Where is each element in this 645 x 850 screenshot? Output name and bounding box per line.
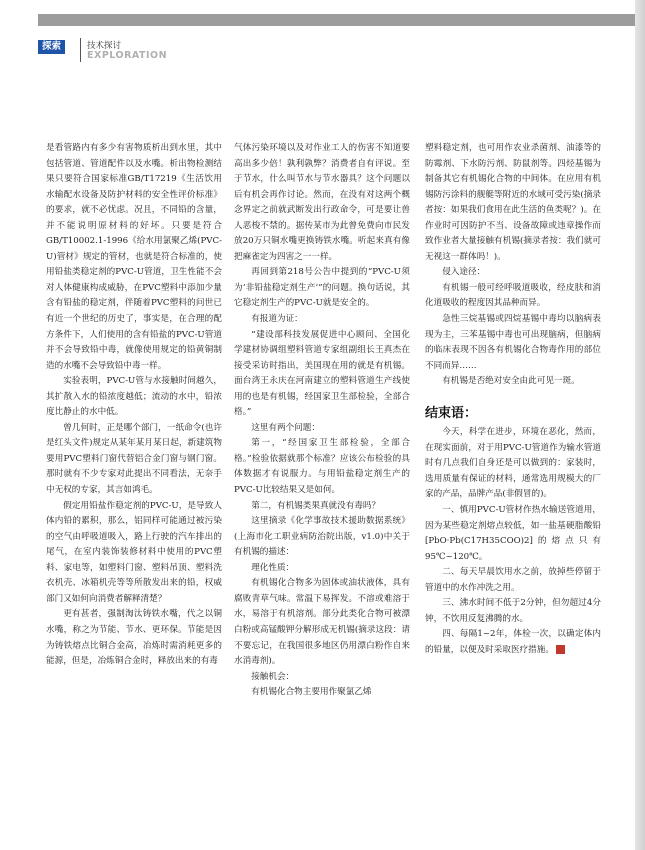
section-tag: 探索 bbox=[38, 40, 65, 54]
paragraph: 塑料稳定剂，也可用作农业杀菌剂、油漆等的防霉剂、下水防污剂、防鼠剂等。四烃基锡为制备其它有机锡化合物的中间体。在应用有机锡防污涂料的舰艇等附近的水域可受污染(摘录者按：如果我们食用在此生活的鱼类呢？)。在作业时可因防护不当、设备故障或违章操作而致作业者大量接触有机锡(摘录者按：我们就可无视这一群体吗！)。 bbox=[425, 143, 601, 262]
conclusion-paragraph bbox=[425, 627, 601, 658]
paragraph: 接触机会： bbox=[251, 671, 295, 682]
paragraph: 这里有两个问题： bbox=[251, 422, 320, 433]
paragraph: 这里摘录《化学事故技术援助数据系统》(上海市化工职业病防治院出版，v1.0)中关于有机锡的描述： bbox=[234, 516, 410, 558]
paragraph: 有报道为证： bbox=[251, 314, 303, 325]
column-3-body bbox=[425, 141, 601, 390]
header-category-cn: 技术探讨 bbox=[87, 41, 122, 51]
conclusion-last-text: 四、每隔1~2年，体检一次，以确定体内的铅量，以便及时采取医疗措施。 bbox=[425, 629, 601, 655]
article-column-2 bbox=[234, 141, 410, 701]
paragraph: 第一，“经国家卫生部检验，全部合格。”检验依据就那个标准？应该公布检验的具体数据才有说服力。与用铅盐稳定剂生产的PVC-U比较结果又是如何。 bbox=[234, 438, 410, 496]
paragraph: 是看管路内有多少有害物质析出到水里，其中包括管道、管道配件以及水嘴。析出物检测结果只要符合国家标准GB/T17219《生活饮用水输配水设备及防护材料的安全性评价标准》的要求，就不必忧虑。况且，不同铅的含量，并不能说明原材料的好坏。只要是符合GB/T10002.1-1996《给水用氯聚乙烯(PVC-U)管材》规定的管材，也就是符合标准的，使用铅盐类稳定剂的PVC-U管道，卫生性能不会对人体健康构成威胁，在PVC塑料中添加少量含有铅盐的稳定剂，伴随着PVC塑料的问世已有近一个世纪的历史了，事实是，在合理的配方条件下，人们使用的含有铅盐的PVC-U管道并不会导致铅中毒，就像使用规定的铅黄铜制造的水嘴不会导致铅中毒一样。 bbox=[46, 143, 222, 371]
paragraph: 实验表明，PVC-U管与水接触时间越久，其扩散入水的铅浓度越低；流动的水中，铅浓度比静止的水中低。 bbox=[46, 376, 222, 418]
header-divider bbox=[80, 38, 81, 62]
paragraph: 有机锡是否绝对安全由此可见一斑。 bbox=[442, 376, 580, 387]
paragraph: 气体污染环境以及对作业工人的伤害不知道要高出多少倍！孰利孰弊？消费者自有评说。至于节水，什么叫节水与节水器具？这个问题以后有机会再作讨论。然而，在没有对这两个概念界定之前就武断发出行政命令，可是要让兽人恶梭不禁的。据传某市为此曾免费向市民发放20万只铜水嘴更换铸铁水嘴。听起来真有像把麻雀定为四害之一一样。 bbox=[234, 143, 410, 262]
conclusion-paragraph: 三、沸水时间不低于2分钟，但勿超过4分钟，不饮用反复沸腾的水。 bbox=[425, 598, 601, 624]
conclusion-paragraph: 今天，科学在进步，环境在恶化，然而，在现实面前，对于用PVC-U管道作为输水管道时有几点我们自身还是可以做到的：家装时，选用质量有保证的材料，通常选用规模大的厂家的产品，品牌产品(非假冒的)。 bbox=[425, 427, 601, 500]
paragraph: 有机锡化合物多为固体或油状液体，具有腐败青草气味。常温下易挥发。不溶或难溶于水，易溶于有机溶剂。部分此类化合物可被漂白粉或高锰酸钾分解形成无机锡(摘录这段：请不要忘记，在我国很多地区仍用漂白粉作自来水消毒剂)。 bbox=[234, 578, 410, 667]
header-category-en: EXPLORATION bbox=[87, 50, 168, 61]
top-gray-bar bbox=[38, 14, 645, 26]
paragraph: 急性三烷基锡或四烷基锡中毒均以脑病表现为主，三苯基锡中毒也可出现脑病，但脑病的临床表现不因各有机锡化合物毒作用的部位不同而异…… bbox=[425, 314, 601, 371]
paragraph: 再回到第218号公告中提到的“PVC-U须为‘非铅盐稳定剂生产’”的问题。换句话说，其它稳定剂生产的PVC-U就是安全的。 bbox=[234, 267, 410, 309]
paragraph: 假定用铅盐作稳定剂的PVC-U，是导致人体内铅的累积，那么，铝同样可能通过被污染的空气由呼吸道吸入，路上行驶的汽车排出的尾气，在室内装饰装修材料中使用的PVC塑料、家电等，如塑料门窗、塑料吊顶、塑料洗衣机壳、冰箱机壳等等所散发出来的铅，权威部门又如何向消费者解释清楚？ bbox=[46, 500, 222, 604]
paragraph: 第二，有机锡类果真就没有毒吗？ bbox=[251, 500, 381, 511]
paragraph: 侵入途径： bbox=[442, 267, 486, 278]
paragraph: 有机锡化合物主要用作聚氯乙烯 bbox=[251, 687, 372, 698]
conclusion-paragraph: 一、慎用PVC-U管材作热水输送管道用，因为某些稳定剂熔点较低，如一盐基硬脂酸铅[PbO·Pb(C17H35COO)2]的熔点只有95℃~120℃。 bbox=[425, 505, 601, 562]
article-end-mark: ▣ bbox=[556, 645, 565, 654]
page-edge-shadow bbox=[635, 0, 645, 850]
paragraph: “建设部科技发展促进中心顾问、全国化学建材协调组塑料管道专家组副组长王真杰在接受采访时指出，美国现在用的就是有机锡。面台湾王永庆在河南建立的塑料管道生产线使用的也是有机锡，经国家卫生部检验，全部合格。” bbox=[234, 329, 410, 418]
paragraph: 有机锡一般可经呼吸道吸收，经皮肤和消化道吸收的程度因其品种而异。 bbox=[425, 282, 601, 309]
paragraph: 曾几何时，正是哪个部门，一纸命令(也许是红头文件)规定从某年某月某日起，新建筑物要用PVC塑料门窗代替铝合金门窗与钢门窗。那时就有不少专家对此提出不同看法，无奈手中无权的专家，其言如鸿毛。 bbox=[46, 422, 222, 496]
paragraph: 理化性质： bbox=[251, 562, 295, 573]
paragraph: 更有甚者，强制淘汰铸铁水嘴，代之以铜水嘴，称之为节能、节水、更环保。节能是因为铸铁熔点比铜合金高，冶炼时需消耗更多的能源，但是，冶炼铜合金时，释放出来的有毒 bbox=[46, 609, 222, 667]
spacer bbox=[425, 390, 601, 398]
article-column-1 bbox=[46, 141, 222, 670]
conclusion-paragraph: 二、每天早晨饮用水之前，放掉些停留于管道中的水作冲洗之用。 bbox=[425, 567, 601, 593]
conclusion-title: 结束语： bbox=[425, 405, 478, 421]
article-column-3 bbox=[425, 141, 601, 659]
